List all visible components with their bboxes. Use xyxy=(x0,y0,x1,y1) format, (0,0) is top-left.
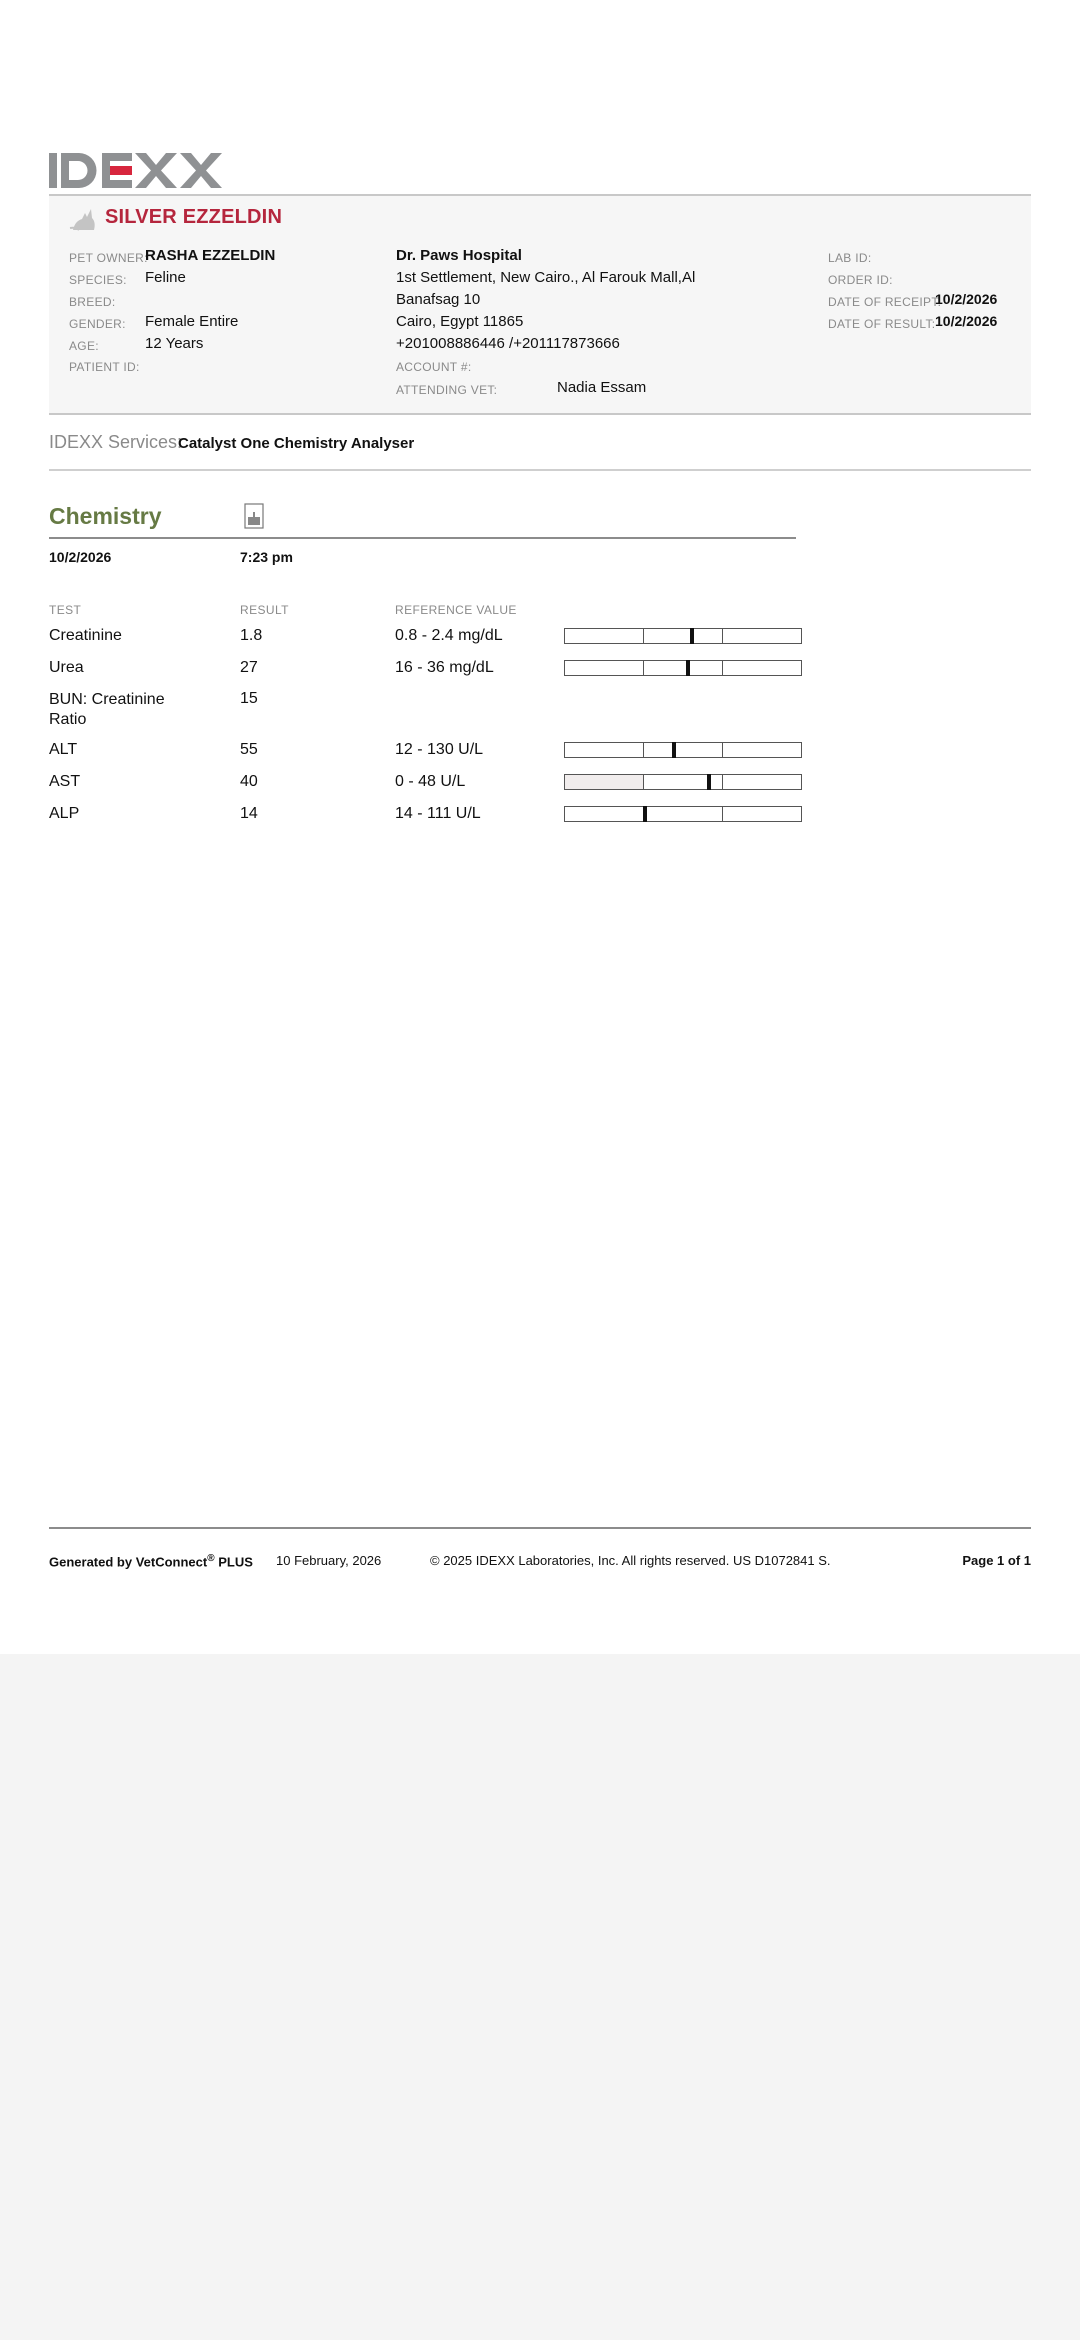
range-bar xyxy=(564,774,802,790)
order-id-label: ORDER ID: xyxy=(828,273,893,287)
clinic-address-line1: 1st Settlement, New Cairo., Al Farouk Mall,Al xyxy=(396,269,696,286)
age-value: 12 Years xyxy=(145,335,204,352)
pet-owner-label: PET OWNER: xyxy=(69,251,148,265)
gender-value: Female Entire xyxy=(145,313,239,330)
test-reference: 0.8 - 2.4 mg/dL xyxy=(395,627,503,644)
range-low-zone xyxy=(565,775,643,789)
test-name: AST xyxy=(49,773,81,790)
header-test: TEST xyxy=(49,603,82,617)
test-result: 1.8 xyxy=(240,627,263,644)
range-bar xyxy=(564,742,802,758)
generated-prefix: Generated by VetConnect xyxy=(49,1554,208,1570)
clinic-name: Dr. Paws Hospital xyxy=(396,247,522,264)
test-reference: 14 - 111 U/L xyxy=(395,805,481,822)
range-marker xyxy=(690,628,694,644)
range-bar xyxy=(564,628,802,644)
test-result: 15 xyxy=(240,690,258,707)
services-label: IDEXX Services: xyxy=(49,432,183,452)
test-result: 55 xyxy=(240,741,258,758)
species-label: SPECIES: xyxy=(69,273,127,287)
range-marker xyxy=(643,806,647,822)
breed-label: BREED: xyxy=(69,295,116,309)
test-name: BUN: Creatinine Ratio xyxy=(49,691,165,728)
receipt-date-label: DATE OF RECEIPT: xyxy=(828,295,942,309)
gender-label: GENDER: xyxy=(69,317,126,331)
test-name: Creatinine xyxy=(49,627,122,644)
cat-icon xyxy=(69,206,99,232)
page-number: Page 1 of 1 xyxy=(962,1553,1031,1568)
chemistry-title: Chemistry xyxy=(49,503,162,529)
range-marker xyxy=(672,742,676,758)
range-marker xyxy=(686,660,690,676)
clinic-address-line3: Cairo, Egypt 11865 xyxy=(396,313,524,330)
test-result: 40 xyxy=(240,773,258,790)
chemistry-date: 10/2/2026 xyxy=(49,549,112,565)
test-result: 14 xyxy=(240,805,258,822)
services-divider xyxy=(49,469,1031,471)
test-name: ALP xyxy=(49,805,80,822)
idexx-logo xyxy=(49,153,227,188)
chemistry-divider xyxy=(49,537,796,539)
species-value: Feline xyxy=(145,269,186,286)
patient-info-panel xyxy=(49,196,1031,415)
generated-by xyxy=(49,1553,253,1569)
attending-vet-value: Nadia Essam xyxy=(557,379,647,396)
generated-suffix: PLUS xyxy=(218,1554,253,1570)
test-reference: 16 - 36 mg/dL xyxy=(395,659,494,676)
lab-id-label: LAB ID: xyxy=(828,251,872,265)
result-date-value: 10/2/2026 xyxy=(935,313,998,329)
clinic-phone: +201008886446 /+201117873666 xyxy=(396,335,620,352)
age-label: AGE: xyxy=(69,339,99,353)
test-reference: 0 - 48 U/L xyxy=(395,773,466,790)
test-name: ALT xyxy=(49,741,78,758)
registered-mark: ® xyxy=(207,1553,215,1564)
result-date-label: DATE OF RESULT: xyxy=(828,317,936,331)
attending-vet-label: ATTENDING VET: xyxy=(396,383,498,397)
pet-owner-value: RASHA EZZELDIN xyxy=(145,247,276,264)
patient-id-label: PATIENT ID: xyxy=(69,360,140,374)
test-result: 27 xyxy=(240,659,258,676)
range-bar xyxy=(564,660,802,676)
test-reference: 12 - 130 U/L xyxy=(395,741,484,758)
chart-icon[interactable] xyxy=(244,503,264,529)
receipt-date-value: 10/2/2026 xyxy=(935,291,998,307)
copyright: © 2025 IDEXX Laboratories, Inc. All rights reserved. US D1072841 S. xyxy=(430,1553,831,1568)
range-marker xyxy=(707,774,711,790)
range-bar xyxy=(564,806,802,822)
header-reference: REFERENCE VALUE xyxy=(395,603,517,617)
footer-divider xyxy=(49,1527,1031,1529)
header-result: RESULT xyxy=(240,603,289,617)
clinic-address-line2: Banafsag 10 xyxy=(396,291,481,308)
generated-date: 10 February, 2026 xyxy=(276,1553,382,1568)
test-name: Urea xyxy=(49,659,84,676)
patient-name: SILVER EZZELDIN xyxy=(105,206,283,228)
chemistry-time: 7:23 pm xyxy=(240,549,293,565)
services-value: Catalyst One Chemistry Analyser xyxy=(178,435,415,452)
account-label: ACCOUNT #: xyxy=(396,360,472,374)
